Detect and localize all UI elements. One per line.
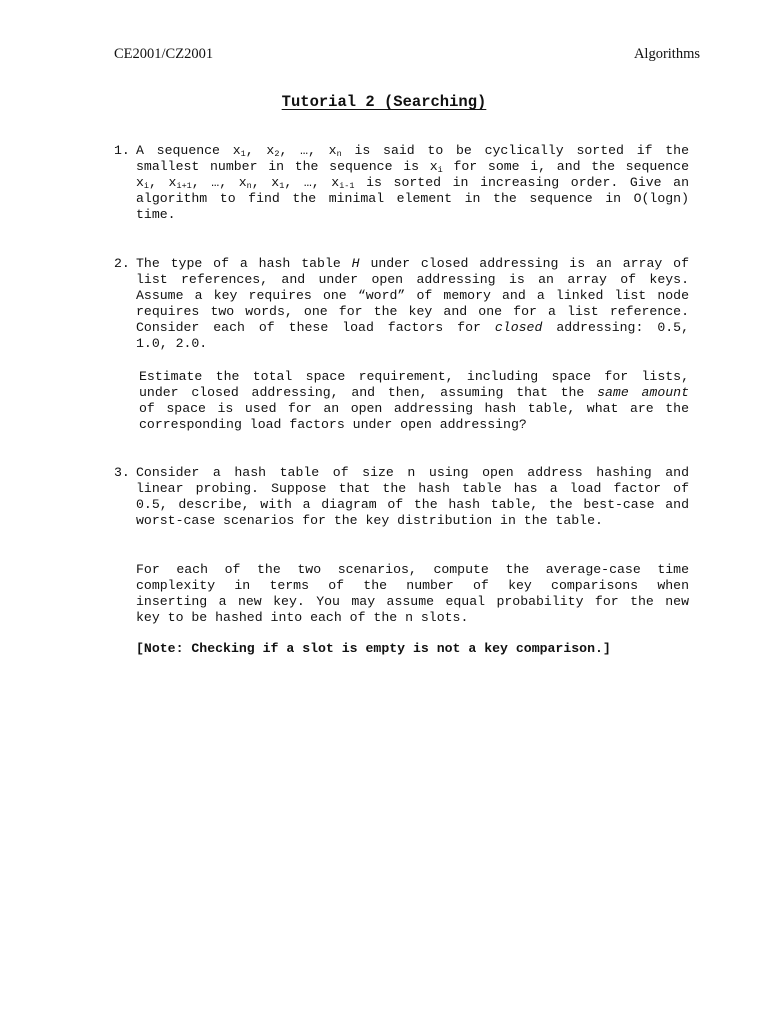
question-2-text — [136, 256, 689, 352]
q2-p2-line-2: under closed addressing, and then, assuming that the same amount — [139, 385, 689, 400]
q2-p2-line-1: Estimate the total space requirement, including space for lists, — [139, 369, 689, 384]
q3-line-1: Consider a hash table of size n using open address hashing and — [136, 465, 689, 480]
q1-line-5: time. — [136, 207, 176, 222]
q2-line-4: requires two words, one for the key and one for a list reference. — [136, 304, 689, 319]
q3-p2-line-1: For each of the two scenarios, compute the average-case time — [136, 562, 689, 577]
q1-line-3: $x_i$, $x_{i+1}$, …, $x_n$, $x_1$, …, $x_{i-1}$ is sorted in increasing order. Give an — [136, 175, 689, 191]
q2-p2-line-4: corresponding load factors under open addressing? — [139, 417, 527, 432]
q3-line-4: worst-case scenarios for the key distribution in the table. — [136, 513, 603, 528]
q1-line-4: algorithm to find the minimal element in the sequence in O(logn) — [136, 191, 689, 206]
q2-p2-line-3: of space is used for an open addressing hash table, what are the — [139, 401, 689, 416]
page-header — [114, 46, 700, 66]
question-3-note: [Note: Checking if a slot is empty is not a key comparison.] — [136, 641, 611, 656]
page-title: Tutorial 2 (Searching) — [281, 93, 487, 111]
q3-line-2: linear probing. Suppose that the hash table has a load factor of — [136, 481, 689, 496]
q3-p2-line-2: complexity in terms of the number of key comparisons when — [136, 578, 689, 593]
course-code: CE2001/CZ2001 — [114, 46, 214, 62]
q2-line-3: Assume a key requires one “word” of memory and a linked list node — [136, 288, 689, 303]
question-3-text — [136, 465, 689, 529]
question-2-number: 2. — [114, 256, 130, 271]
subject-name: Algorithms — [633, 46, 700, 62]
question-1-number: 1. — [114, 143, 130, 158]
q2-line-6: 1.0, 2.0. — [136, 336, 208, 351]
q2-line-1: The type of a hash table H under closed addressing is an array of — [136, 256, 689, 271]
q2-line-2: list references, and under open addressing is an array of keys. — [136, 272, 689, 287]
q1-line-2: smallest number in the sequence is $x_i$ for some i, and the sequence — [136, 159, 689, 175]
question-3-number: 3. — [114, 465, 130, 480]
q3-line-3: 0.5, describe, with a diagram of the hash table, the best-case and — [136, 497, 689, 512]
q1-line-1: A sequence $x_1$, $x_2$, …, $x_n$ is said to be cyclically sorted if the — [136, 143, 690, 159]
q2-line-5: Consider each of these load factors for closed addressing: 0.5, — [136, 320, 689, 335]
question-2-paragraph-2 — [139, 369, 689, 433]
q3-p2-line-3: inserting a new key. You may assume equal probability for the new — [136, 594, 689, 609]
question-1-text — [136, 143, 689, 223]
question-3-paragraph-2 — [136, 562, 689, 626]
q3-p2-line-4: key to be hashed into each of the n slots. — [136, 610, 469, 625]
